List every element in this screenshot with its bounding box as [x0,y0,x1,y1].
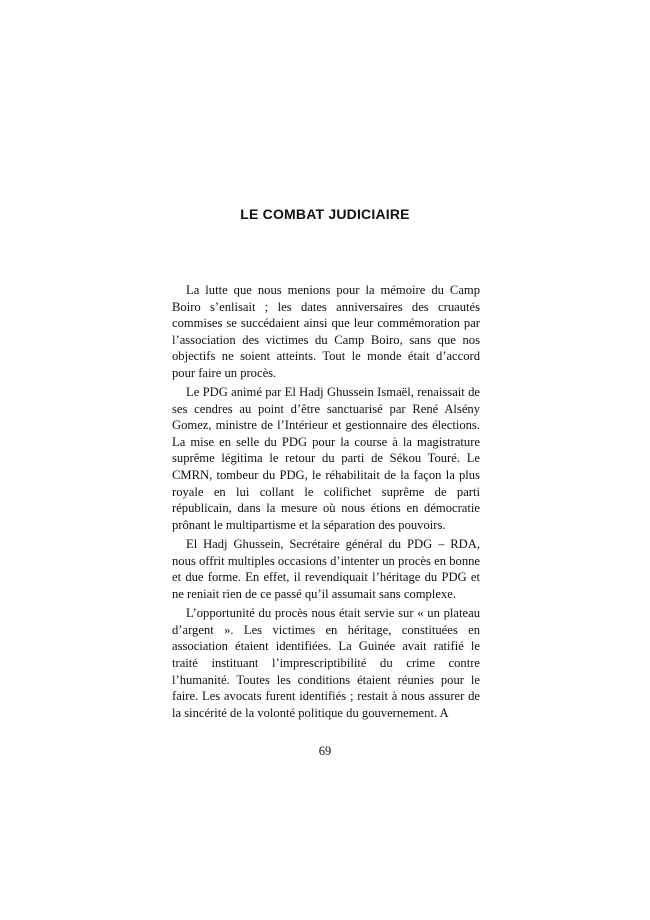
paragraph: L’opportunité du procès nous était servie sur « un plateau d’argent ». Les victimes en héritage, constituées en association étaient identifiées. La Guinée avait ratifié le traité instituant l’imprescriptibilité du crime contre l’humanité. Toutes les conditions étaient réunies pour le faire. Les avocats furent identifiés ; restait à nous assurer de la sincérité de la volonté politique du gouvernement. A [172,606,480,720]
chapter-title: LE COMBAT JUDICIAIRE [240,206,410,222]
page-number: 69 [318,744,332,758]
paragraph: Le PDG animé par El Hadj Ghussein Ismaël, renaissait de ses cendres au point d’être sanctuarisé par René Alsény Gomez, ministre de l’Intérieur et gestionnaire des élections. La mise en selle du PDG pour la course à la magistrature suprême légitima le retour du parti de Sékou Touré. Le CMRN, tombeur du PDG, le réhabilitait de la façon la plus royale en lui collant le colifichet suprême de parti républicain, dans la mesure où nous étions en démocratie prônant le multipartisme et la séparation des pouvoirs. [172,385,480,532]
paragraph: La lutte que nous menions pour la mémoire du Camp Boiro s’enlisait ; les dates anniversaires des cruautés commises se succédaient ainsi que leur commémoration par l’association des victimes du Camp Boiro, sans que nos objectifs ne soient atteints. Tout le monde était d’accord pour faire un procès. [172,283,480,380]
body-text [172,282,480,724]
paragraph: El Hadj Ghussein, Secrétaire général du PDG – RDA, nous offrit multiples occasions d’intenter un procès en bonne et due forme. En effet, il revendiquait l’héritage du PDG et ne reniait rien de ce passé qu’il assumait sans complexe. [172,537,480,601]
